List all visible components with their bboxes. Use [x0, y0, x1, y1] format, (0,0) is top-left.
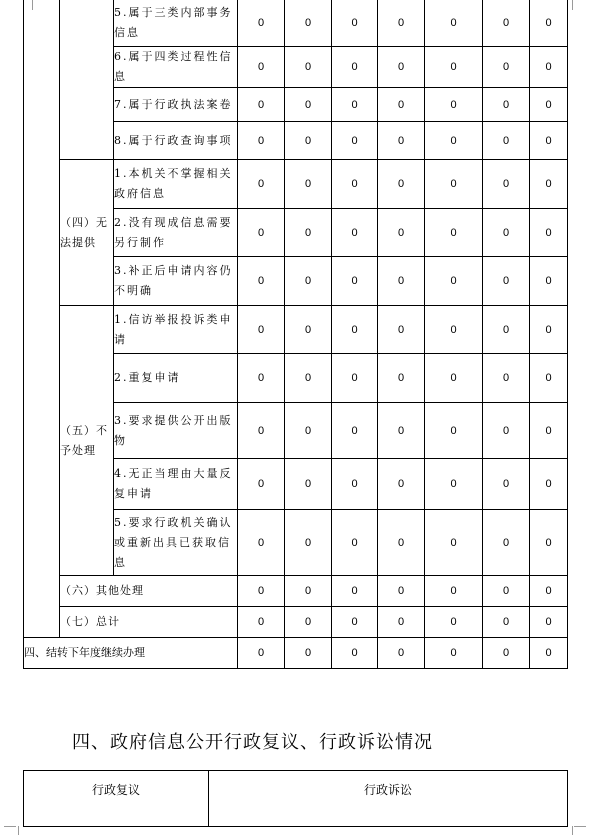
value-cell: 0 — [238, 459, 285, 510]
value-cell: 0 — [378, 88, 425, 122]
value-cell: 0 — [285, 510, 332, 576]
value-cell: 0 — [238, 209, 285, 257]
value-cell: 0 — [332, 160, 378, 209]
value-cell: 0 — [378, 576, 425, 607]
value-cell: 0 — [285, 403, 332, 459]
table-row — [24, 306, 568, 354]
value-cell: 0 — [530, 160, 568, 209]
value-cell: 0 — [332, 306, 378, 354]
value-cell: 0 — [425, 403, 483, 459]
table-row — [24, 607, 568, 638]
item-label: 3.补正后申请内容仍不明确 — [114, 257, 238, 306]
value-cell: 0 — [285, 354, 332, 403]
value-cell: 0 — [332, 607, 378, 638]
value-cell: 0 — [285, 122, 332, 160]
corner-mark-bottom-right — [574, 826, 586, 827]
value-cell: 0 — [425, 576, 483, 607]
value-cell: 0 — [332, 576, 378, 607]
group5-label: （五）不予处理 — [60, 306, 114, 576]
value-cell: 0 — [378, 160, 425, 209]
group7-label: （七）总计 — [60, 607, 238, 638]
value-cell: 0 — [530, 209, 568, 257]
value-cell: 0 — [378, 209, 425, 257]
value-cell: 0 — [483, 510, 530, 576]
value-cell: 0 — [425, 0, 483, 47]
value-cell: 0 — [378, 0, 425, 47]
value-cell: 0 — [285, 257, 332, 306]
item-label: 2.重复申请 — [114, 354, 238, 403]
value-cell: 0 — [425, 607, 483, 638]
value-cell: 0 — [332, 47, 378, 88]
value-cell: 0 — [425, 122, 483, 160]
value-cell: 0 — [530, 47, 568, 88]
value-cell: 0 — [285, 576, 332, 607]
item-label: 7.属于行政执法案卷 — [114, 88, 238, 122]
admin-review-header: 行政复议 — [24, 771, 209, 827]
value-cell: 0 — [530, 510, 568, 576]
value-cell: 0 — [483, 638, 530, 669]
value-cell: 0 — [483, 403, 530, 459]
value-cell: 0 — [483, 88, 530, 122]
value-cell: 0 — [332, 403, 378, 459]
value-cell: 0 — [425, 306, 483, 354]
value-cell: 0 — [238, 306, 285, 354]
group6-label: （六）其他处理 — [60, 576, 238, 607]
value-cell: 0 — [378, 354, 425, 403]
table-row — [24, 638, 568, 669]
value-cell: 0 — [285, 459, 332, 510]
value-cell: 0 — [425, 47, 483, 88]
value-cell: 0 — [530, 403, 568, 459]
value-cell: 0 — [332, 209, 378, 257]
value-cell: 0 — [285, 638, 332, 669]
value-cell: 0 — [378, 607, 425, 638]
outer-left-cell — [24, 0, 60, 638]
value-cell: 0 — [238, 403, 285, 459]
value-cell: 0 — [483, 209, 530, 257]
value-cell: 0 — [530, 638, 568, 669]
value-cell: 0 — [483, 47, 530, 88]
value-cell: 0 — [425, 88, 483, 122]
value-cell: 0 — [483, 607, 530, 638]
item-label: 8.属于行政查询事项 — [114, 122, 238, 160]
value-cell: 0 — [238, 576, 285, 607]
corner-mark-bottom-left — [4, 826, 16, 827]
item-label: 5.要求行政机关确认或重新出具已获取信息 — [114, 510, 238, 576]
value-cell: 0 — [425, 459, 483, 510]
value-cell: 0 — [530, 122, 568, 160]
value-cell: 0 — [285, 47, 332, 88]
corner-mark-bottom-left-v — [18, 826, 19, 835]
table-row — [24, 0, 568, 47]
value-cell: 0 — [425, 257, 483, 306]
value-cell: 0 — [483, 122, 530, 160]
value-cell: 0 — [378, 257, 425, 306]
value-cell: 0 — [332, 88, 378, 122]
item-label: 1.信访举报投诉类申请 — [114, 306, 238, 354]
value-cell: 0 — [378, 510, 425, 576]
value-cell: 0 — [332, 257, 378, 306]
value-cell: 0 — [332, 459, 378, 510]
value-cell: 0 — [530, 0, 568, 47]
item-label: 5.属于三类内部事务信息 — [114, 0, 238, 47]
item-label: 1.本机关不掌握相关政府信息 — [114, 160, 238, 209]
value-cell: 0 — [530, 88, 568, 122]
value-cell: 0 — [378, 47, 425, 88]
value-cell: 0 — [378, 403, 425, 459]
value-cell: 0 — [285, 160, 332, 209]
value-cell: 0 — [332, 510, 378, 576]
value-cell: 0 — [238, 638, 285, 669]
item-label: 6.属于四类过程性信息 — [114, 47, 238, 88]
value-cell: 0 — [378, 122, 425, 160]
value-cell: 0 — [332, 354, 378, 403]
section-title: 四、政府信息公开行政复议、行政诉讼情况 — [72, 732, 433, 753]
value-cell: 0 — [483, 459, 530, 510]
value-cell: 0 — [378, 638, 425, 669]
item-label: 2.没有现成信息需要另行制作 — [114, 209, 238, 257]
value-cell: 0 — [425, 160, 483, 209]
corner-mark-bottom-right-v — [572, 826, 573, 835]
value-cell: 0 — [285, 209, 332, 257]
value-cell: 0 — [483, 257, 530, 306]
value-cell: 0 — [530, 607, 568, 638]
table-header-row — [24, 771, 568, 827]
value-cell: 0 — [285, 0, 332, 47]
value-cell: 0 — [238, 354, 285, 403]
value-cell: 0 — [332, 0, 378, 47]
value-cell: 0 — [483, 160, 530, 209]
value-cell: 0 — [238, 47, 285, 88]
value-cell: 0 — [238, 88, 285, 122]
value-cell: 0 — [285, 88, 332, 122]
review-litigation-table — [23, 770, 568, 827]
value-cell: 0 — [425, 209, 483, 257]
value-cell: 0 — [483, 306, 530, 354]
corner-mark-top-right — [572, 0, 587, 10]
value-cell: 0 — [425, 354, 483, 403]
item-label: 3.要求提供公开出版物 — [114, 403, 238, 459]
value-cell: 0 — [285, 306, 332, 354]
disclosure-stats-table — [23, 0, 568, 669]
value-cell: 0 — [238, 257, 285, 306]
value-cell: 0 — [530, 459, 568, 510]
value-cell: 0 — [425, 510, 483, 576]
item-label: 4.无正当理由大量反复申请 — [114, 459, 238, 510]
value-cell: 0 — [530, 306, 568, 354]
value-cell: 0 — [285, 607, 332, 638]
group4-label: （四）无法提供 — [60, 160, 114, 306]
value-cell: 0 — [332, 638, 378, 669]
table-row — [24, 576, 568, 607]
group3-label-cell — [60, 0, 114, 160]
value-cell: 0 — [530, 257, 568, 306]
admin-litigation-header: 行政诉讼 — [209, 771, 568, 827]
value-cell: 0 — [238, 510, 285, 576]
carryover-label: 四、结转下年度继续办理 — [24, 638, 238, 669]
value-cell: 0 — [378, 459, 425, 510]
value-cell: 0 — [483, 0, 530, 47]
value-cell: 0 — [238, 122, 285, 160]
value-cell: 0 — [530, 576, 568, 607]
value-cell: 0 — [238, 607, 285, 638]
value-cell: 0 — [238, 0, 285, 47]
value-cell: 0 — [483, 576, 530, 607]
value-cell: 0 — [530, 354, 568, 403]
table-row — [24, 160, 568, 209]
value-cell: 0 — [238, 160, 285, 209]
value-cell: 0 — [332, 122, 378, 160]
value-cell: 0 — [425, 638, 483, 669]
value-cell: 0 — [483, 354, 530, 403]
value-cell: 0 — [378, 306, 425, 354]
